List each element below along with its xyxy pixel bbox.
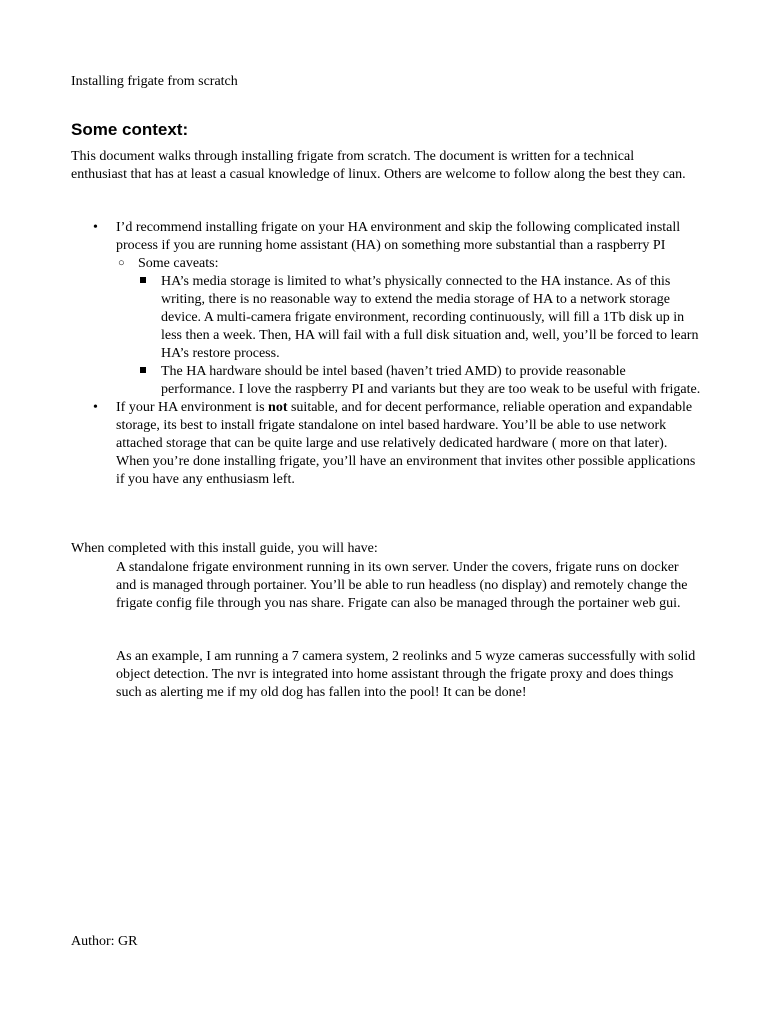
caveat-item-hardware: [138, 363, 701, 399]
bullet-text-after: suitable, and for decent performance, reliable operation and expandable storage, its best to install frigate standalone on intel based hardware. You’ll be able to use network attached storage that can be quite large and use relatively dedicated hardware ( more on that later). When you’re done installing frigate, you’ll have an environment that invites other possible applications if you have any enthusiasm left.: [116, 400, 696, 487]
sub-bullet-label: Some caveats:: [138, 256, 219, 271]
example-paragraph: As an example, I am running a 7 camera system, 2 reolinks and 5 wyze cameras successfully with solid object detection. The nvr is integrated into home assistant through the frigate proxy and does things such as alerting me if my old dog has fallen into the pool! It can be done!: [116, 649, 696, 700]
bullet-standalone: [71, 399, 701, 489]
hollow-circle-icon: ○: [118, 257, 125, 269]
sub-list: [116, 255, 701, 399]
when-completed-line: When completed with this install guide, you will have:: [71, 541, 378, 556]
bullet-text-emphasis: not: [268, 400, 288, 415]
document-title: Installing frigate from scratch: [71, 74, 238, 89]
bullet-dot-icon: •: [93, 220, 98, 235]
bullet-text: I’d recommend installing frigate on your HA environment and skip the following complicated install process if you are running home assistant (HA) on something more substantial than a raspberry PI: [116, 220, 681, 253]
bullet-list: [71, 219, 701, 489]
caveat-text: HA’s media storage is limited to what’s physically connected to the HA instance. As of this writing, there is no reasonable way to extend the media storage of HA to a network storage device. A multi-camera frigate environment, recording continuously, will fill a 1Tb disk up in less then a week. Then, HA will fail with a full disk situation and, well, you’ll be forced to learn HA’s restore process.: [161, 274, 699, 361]
bullet-text-before: If your HA environment is: [116, 400, 269, 415]
summary-paragraph: A standalone frigate environment running in its own server. Under the covers, frigate runs on docker and is managed through portainer. You’ll be able to run headless (no display) and remotely change the frigate config file through you nas share. Frigate can also be managed through the portainer web gui.: [116, 560, 688, 611]
caveat-text: The HA hardware should be intel based (haven’t tried AMD) to provide reasonable performance. I love the raspberry PI and variants but they are too weak to be useful with frigate.: [161, 364, 701, 397]
square-bullet-icon: [140, 367, 146, 373]
intro-paragraph: This document walks through installing frigate from scratch. The document is written for a technical enthusiast that has at least a casual knowledge of linux. Others are welcome to follow along the best they can.: [71, 149, 686, 182]
bullet-recommend-ha: [71, 219, 701, 399]
square-bullet-icon: [140, 277, 146, 283]
sub-bullet-caveats: [116, 255, 701, 399]
caveat-item-media-storage: [138, 273, 701, 363]
caveat-list: [138, 273, 701, 399]
bullet-dot-icon: •: [93, 400, 98, 415]
author-line: Author: GR: [71, 934, 138, 949]
section-heading: Some context:: [71, 120, 189, 139]
